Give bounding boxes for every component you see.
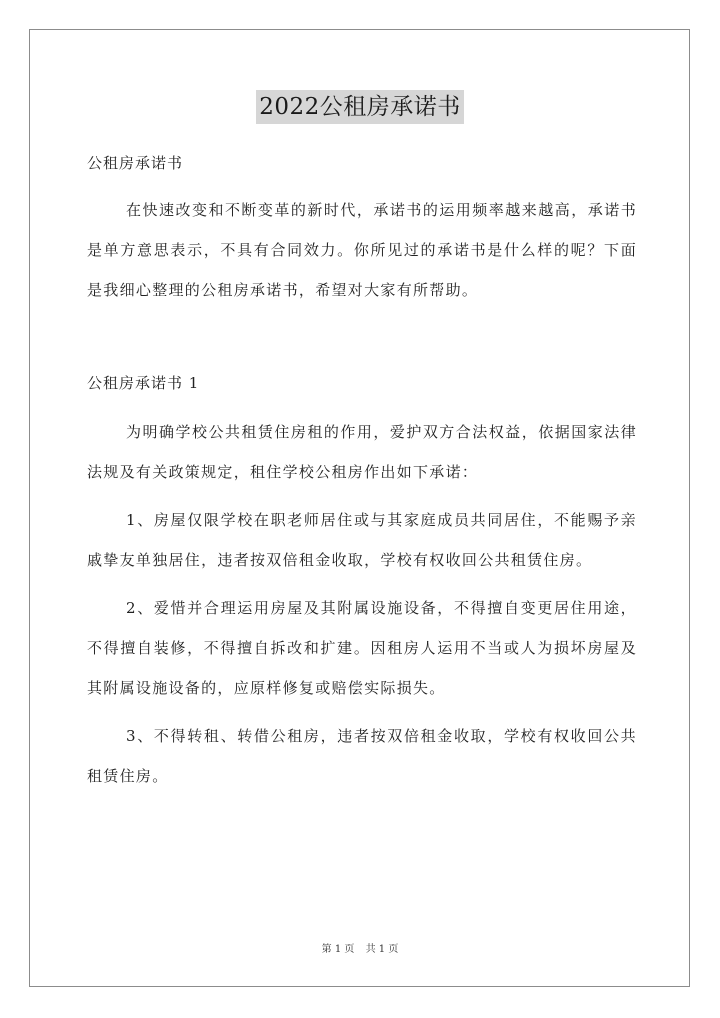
intro-heading: 公租房承诺书 xyxy=(87,154,184,172)
section-paragraph-preamble: 为明确学校公共租赁住房租的作用，爱护双方合法权益，依据国家法律法规及有关政策规定，租住学校公租房作出如下承诺： xyxy=(87,423,637,481)
intro-paragraph: 在快速改变和不断变革的新时代，承诺书的运用频率越来越高，承诺书是单方意思表示，不具有合同效力。你所见过的承诺书是什么样的呢？下面是我细心整理的公租房承诺书，希望对大家有所帮助。 xyxy=(87,201,637,299)
page-footer xyxy=(0,943,720,957)
document-title-text: 2022公租房承诺书 xyxy=(256,90,464,124)
section-paragraph-clause-3: 3、不得转租、转借公租房，违者按双倍租金收取，学校有权收回公共租赁住房。 xyxy=(87,727,637,785)
page-number-total: 共 1 页 xyxy=(365,944,399,955)
page-number-current: 第 1 页 xyxy=(321,944,355,955)
document-body xyxy=(87,150,637,796)
section-paragraph-clause-2: 2、爱惜并合理运用房屋及其附属设施设备，不得擅自变更居住用途，不得擅自装修，不得擅自拆改和扩建。因租房人运用不当或人为损坏房屋及其附属设施设备的，应原样修复或赔偿实际损失。 xyxy=(87,599,637,697)
section-paragraph-clause-1: 1、房屋仅限学校在职老师居住或与其家庭成员共同居住，不能赐予亲戚挚友单独居住，违者按双倍租金收取，学校有权收回公共租赁住房。 xyxy=(87,511,637,569)
section-heading: 公租房承诺书 1 xyxy=(87,374,200,392)
document-title xyxy=(0,90,720,124)
